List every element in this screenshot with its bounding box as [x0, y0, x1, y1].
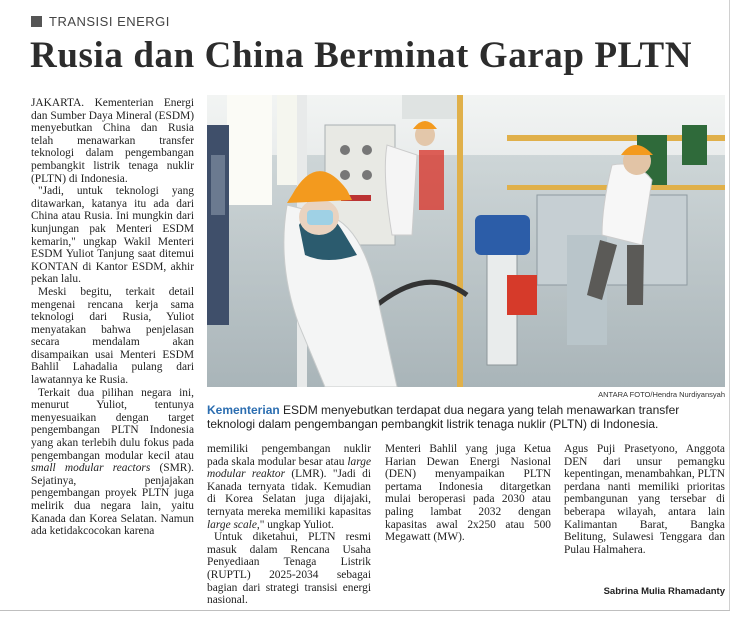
- photo-caption: [207, 404, 727, 431]
- headline: Rusia dan China Berminat Garap PLTN: [30, 35, 693, 76]
- article-column-3: [385, 443, 551, 544]
- rubric-square-icon: [31, 16, 42, 27]
- lab-photo-illustration: [207, 95, 725, 387]
- paragraph-3: Meski begitu, terkait detail mengenai rencana kerja sama teknologi dari Rusia, Yuliot menyatakan bahwa penjelasan secara mendalam akan disampaikan usai Menteri ESDM Bahlil Lahadalia pulang dari lawatannya ke Rusia.: [31, 285, 194, 387]
- caption-lead: Kementerian: [207, 403, 280, 417]
- paragraph-4-part-2: memiliki pengembangan nuklir pada skala modular besar atau large modular reaktor (LMR). "Jadi di Kanada ternyata tidak. Kemudian di Korea Selatan juga dijajaki, ternyata mereka memiliki kapasitas large scale," ungkap Yuliot.: [207, 443, 371, 531]
- section-rubric: [31, 14, 170, 29]
- term-large-scale: large scale: [207, 518, 257, 531]
- rubric-label: TRANSISI ENERGI: [49, 14, 170, 29]
- bottom-divider: [0, 610, 730, 611]
- paragraph-5: Untuk diketahui, PLTN resmi masuk dalam Rencana Usaha Penyediaan Tenaga Listrik (RUPTL) 2025-2034 sebagai bagian dari strategi transisi energi nasional.: [207, 531, 371, 607]
- photo-credit: ANTARA FOTO/Hendra Nurdiyansyah: [598, 390, 725, 399]
- paragraph-4-part-1: Terkait dua pilihan negara ini, menurut Yuliot, tentunya menyesuaikan dengan target pengembangan PLTN Indonesia yang akan terlebih dulu fokus pada pengembangan modular kecil atau small modular reactors (SMR). Sejatinya, penjajakan pengembangan proyek PLTN juga melirik dua negara lain, yaitu Kanada dan Korea Selatan. Namun ada ketidakcocokan karena: [31, 386, 194, 538]
- byline: Sabrina Mulia Rhamadanty: [603, 586, 725, 597]
- article-column-2: [207, 443, 371, 607]
- news-photo: [207, 95, 725, 387]
- article-column-4: [564, 443, 725, 556]
- paragraph-1: JAKARTA. Kementerian Energi dan Sumber Daya Mineral (ESDM) menyebutkan China dan Rusia telah menawarkan transfer teknologi dalam pengembangan pembangkit listrik tenaga nuklir (PLTN) di Indonesia.: [31, 97, 194, 185]
- term-lmr: large modular reaktor: [207, 455, 371, 481]
- term-smr: small modular reactors: [31, 462, 151, 475]
- paragraph-7: Agus Puji Prasetyono, Anggota DEN dari unsur pemangku kepentingan, menambahkan, PLTN perdana nanti memiliki prioritas pembangunan yang tersebar di beberapa wilayah, antara lain Kalimantan Barat, Bangka Belitung, Sulawesi Tenggara dan Pulau Halmahera.: [564, 443, 725, 556]
- paragraph-2: "Jadi, untuk teknologi yang ditawarkan, katanya itu ada dari China atau Rusia. Ini mungkin dari kunjungan pak Menteri ESDM kemarin," ungkap Wakil Menteri ESDM Yuliot Tanjung saat ditemui KONTAN di Kantor ESDM, akhir pekan lalu.: [31, 185, 194, 286]
- paragraph-6: Menteri Bahlil yang juga Ketua Harian Dewan Energi Nasional (DEN) menyampaikan PLTN pertama Indonesia ditargetkan mulai beroperasi pada 2030 atau paling lambat 2032 dengan kapasitas awal 2x250 atau 500 Megawatt (MW).: [385, 443, 551, 544]
- article-column-1: [31, 97, 194, 538]
- caption-text: ESDM menyebutkan terdapat dua negara yang telah menawarkan transfer teknologi dalam pengembangan pembangkit listrik tenaga nuklir (PLTN) di Indonesia.: [207, 403, 680, 431]
